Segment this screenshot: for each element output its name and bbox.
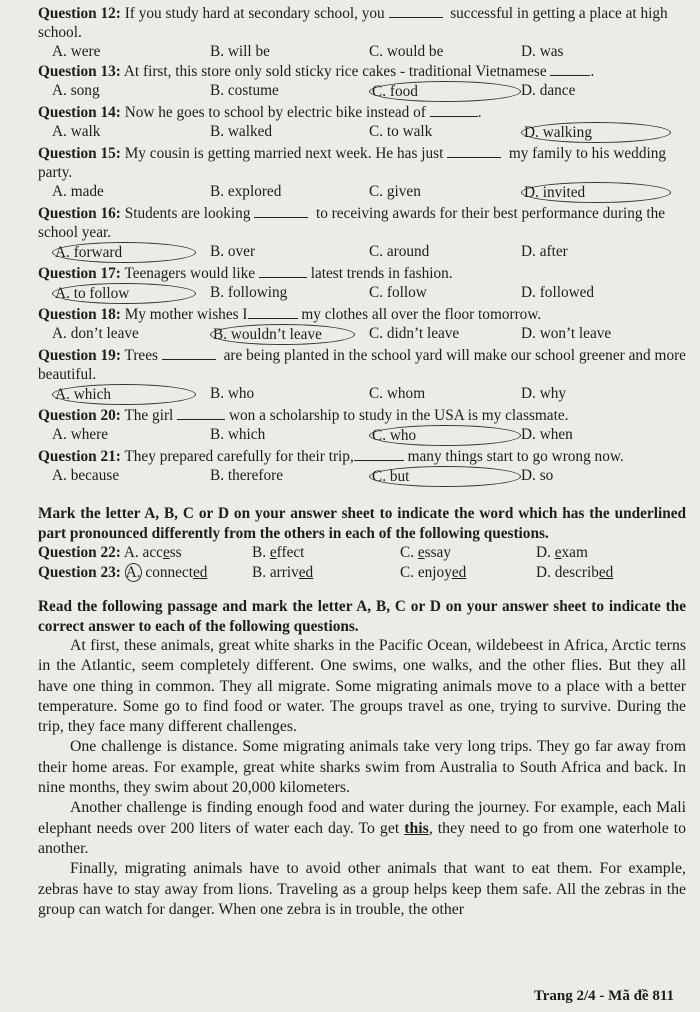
option-b[interactable]: B. which <box>210 426 266 443</box>
selected-answer-circle: D. invited <box>521 182 671 203</box>
option-d[interactable]: D. followed <box>521 284 595 301</box>
selected-answer-circle: A. forward <box>52 242 196 263</box>
selected-answer-circle: A. to follow <box>52 283 196 304</box>
option-d[interactable]: D. when <box>521 426 573 443</box>
option-c[interactable]: C. didn’t leave <box>369 325 460 342</box>
option-c[interactable]: C. to walk <box>369 123 433 140</box>
option-a[interactable]: A. because <box>52 467 120 484</box>
option-c[interactable] <box>355 466 521 487</box>
option-b[interactable]: B. arrived <box>252 564 314 581</box>
option-d[interactable]: D. why <box>521 385 567 402</box>
option-d[interactable]: D. was <box>521 43 564 60</box>
option-b[interactable]: B. following <box>210 284 288 301</box>
option-b[interactable]: B. over <box>210 243 256 260</box>
selected-answer-circle: C. but <box>369 466 521 487</box>
question-23: Question 23: A. connected B. arrived C. enjoyed D. described <box>38 564 614 581</box>
option-c[interactable]: C. enjoyed <box>400 564 467 581</box>
selected-answer-circle: D. walking <box>521 122 671 143</box>
option-b[interactable]: B. who <box>210 385 255 402</box>
option-b[interactable]: B. effect <box>252 544 305 561</box>
option-d[interactable]: D. so <box>521 467 554 484</box>
referent-word: this <box>404 819 429 837</box>
question-18: Question 18: My mother wishes I my clothes all over the floor tomorrow. <box>38 306 542 323</box>
option-a[interactable]: A. where <box>52 426 109 443</box>
option-d[interactable] <box>521 122 671 143</box>
option-d[interactable]: D. won’t leave <box>521 325 612 342</box>
reading-instruction: Read the following passage and mark the letter A, B, C or D on your answer sheet to indicate the correct answer to each of the following questions. <box>38 598 686 635</box>
option-d[interactable]: D. described <box>536 564 614 581</box>
option-d[interactable]: D. dance <box>521 82 576 99</box>
question-13-options <box>38 81 686 102</box>
passage-paragraph-3: Another challenge is finding enough food and water during the journey. For example, each Mali elephant needs over 200 liters of water each day. To get this, they need to go from one waterhole to another. <box>38 799 687 857</box>
option-c[interactable]: C. around <box>369 243 430 260</box>
option-b[interactable]: B. explored <box>210 183 282 200</box>
question-13: Question 13: At first, this store only sold sticky rice cakes - traditional Vietnamese . <box>38 63 595 80</box>
option-d[interactable]: D. after <box>521 243 568 260</box>
option-c[interactable] <box>355 425 521 446</box>
question-22: Question 22: A. access B. effect C. essay D. exam <box>38 544 588 561</box>
option-c[interactable]: C. essay <box>400 544 452 561</box>
option-b[interactable]: B. therefore <box>210 467 284 484</box>
question-17: Question 17: Teenagers would like latest trends in fashion. <box>38 265 453 282</box>
question-20-options <box>38 425 686 446</box>
option-b[interactable] <box>196 324 355 345</box>
option-a[interactable]: A. made <box>52 183 104 200</box>
question-12: Question 12: If you study hard at secondary school, you successful in getting a place at high school. <box>38 5 668 41</box>
selected-answer-circle: A. which <box>52 384 196 405</box>
question-17-options <box>38 283 686 304</box>
question-16-options <box>38 242 686 263</box>
question-14-options <box>38 122 686 143</box>
option-a[interactable] <box>38 384 196 405</box>
question-12-options <box>38 42 686 61</box>
option-c[interactable]: C. would be <box>369 43 444 60</box>
option-c[interactable]: C. given <box>369 183 421 200</box>
passage-paragraph-2: One challenge is distance. Some migrating animals take very long trips. They go far away from their home areas. For example, great white sharks swim from Australia to South Africa and back. In nine months, they swim about 20,000 kilometers. <box>38 738 686 797</box>
option-a[interactable]: A. were <box>52 43 101 60</box>
option-a[interactable] <box>38 242 196 263</box>
selected-answer-circle: C. who <box>369 425 521 446</box>
option-b[interactable]: B. will be <box>210 43 270 60</box>
page-footer: Trang 2/4 - Mã đề 811 <box>533 988 674 1004</box>
question-19-options <box>38 384 686 405</box>
option-a[interactable]: A. walk <box>52 123 101 140</box>
question-15: Question 15: My cousin is getting married next week. He has just my family to his wedding party. <box>38 145 667 181</box>
option-c[interactable] <box>355 81 521 102</box>
selected-answer-circle: C. food <box>369 81 521 102</box>
question-19: Question 19: Trees are being planted in the school yard will make our school greener and more beautiful. <box>38 347 686 383</box>
option-a[interactable]: A. don’t leave <box>52 325 139 342</box>
question-20: Question 20: The girl won a scholarship to study in the USA is my classmate. <box>38 407 569 424</box>
question-21: Question 21: They prepared carefully for their trip, many things start to go wrong now. <box>38 448 624 465</box>
option-b[interactable]: B. walked <box>210 123 273 140</box>
selected-answer-circle: B. wouldn’t leave <box>210 324 355 345</box>
option-a[interactable] <box>38 283 196 304</box>
option-a[interactable]: A. song <box>52 82 100 99</box>
option-b[interactable]: B. costume <box>210 82 279 99</box>
question-21-options <box>38 466 686 487</box>
question-14: Question 14: Now he goes to school by electric bike instead of . <box>38 104 482 121</box>
pronunciation-instruction: Mark the letter A, B, C or D on your answer sheet to indicate the word which has the underlined part pronounced differently from the others in each of the following questions. <box>38 505 686 542</box>
option-d[interactable]: D. exam <box>536 544 588 561</box>
option-c[interactable]: C. whom <box>369 385 426 402</box>
passage-paragraph-1: At first, these animals, great white sharks in the Pacific Ocean, wildebeest in Africa, Arctic terns in the Atlantic, seem completely different. One swims, one walks, and the other flies. But they all have one thing in common. They all migrate. Some migrating animals move to a place with a better temperature. Some go to find food or water. The groups travel as one, trying to survive. During the trip, they face many different challenges. <box>38 637 686 736</box>
question-15-options <box>38 182 686 203</box>
question-18-options <box>38 324 686 345</box>
option-c[interactable]: C. follow <box>369 284 427 301</box>
passage-paragraph-4: Finally, migrating animals have to avoid other animals that want to eat them. For example, zebras have to stay away from lions. Traveling as a group helps keep them safe. All the zebras in the group can watch for danger. When one zebra is in trouble, the other <box>38 860 686 918</box>
option-d[interactable] <box>521 182 671 203</box>
question-16: Question 16: Students are looking to receiving awards for their best performance during the school year. <box>38 205 666 241</box>
